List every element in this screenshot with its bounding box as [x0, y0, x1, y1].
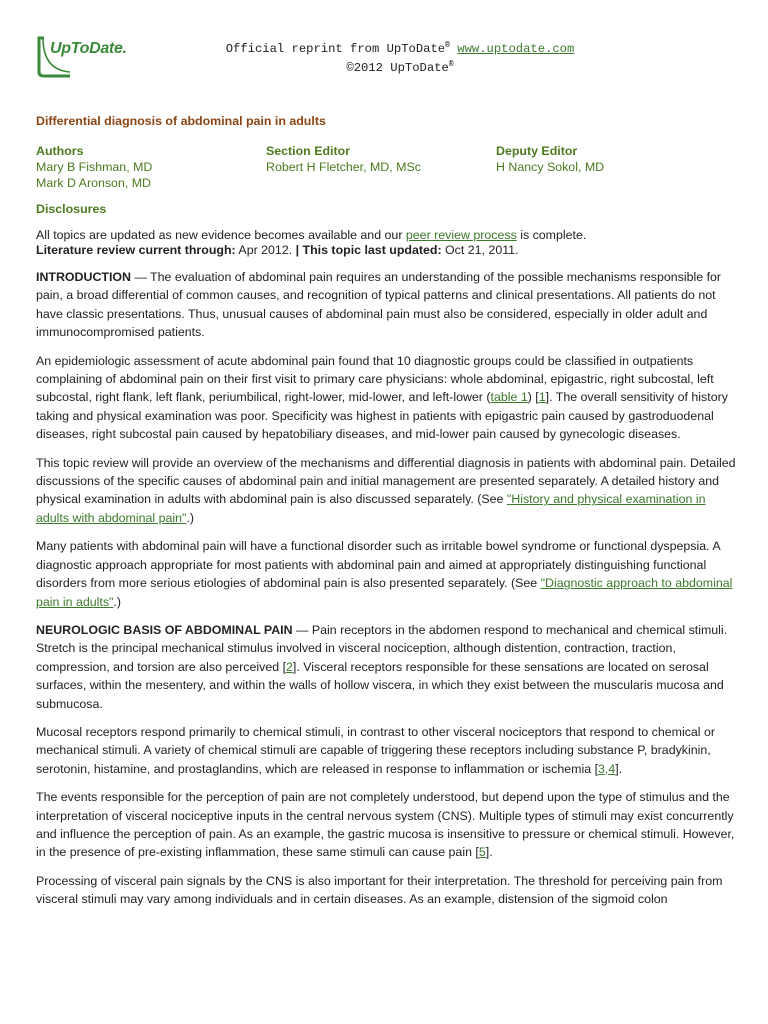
section-editor-column	[266, 143, 496, 191]
uptodate-logo[interactable]	[36, 36, 136, 76]
reprint-notice	[200, 40, 600, 78]
registered-mark: ®	[448, 59, 454, 69]
reprint-text: Official reprint from UpToDate	[225, 42, 446, 56]
paragraph-overview	[36, 454, 736, 528]
editors-block	[36, 143, 736, 191]
deputy-editor-heading: Deputy Editor	[496, 144, 578, 158]
paragraph-text: Processing of visceral pain signals by the CNS is also important for their interpretation. The threshold for perceiving pain from visceral stimuli may vary among individuals and in certain diseases. As an example, distension of the sigmoid colon	[36, 873, 723, 907]
paragraph-text: ].	[615, 761, 623, 776]
paragraph-introduction	[36, 268, 736, 342]
paragraph-text: An epidemiologic assessment of acute abdominal pain found that 10 diagnostic groups could be classified in outpatients complaining of abdominal pain on their first visit to primary care physicians: whole abdominal, epigastric, right subcostal, left subcostal, right flank, left flank, periumbilical, right-lower, mid-lower, and left-lower (	[36, 353, 714, 405]
paragraph-epidemiology	[36, 352, 736, 444]
paragraph-perception	[36, 788, 736, 862]
update-info	[36, 228, 736, 258]
reference-link[interactable]: 2	[286, 659, 293, 674]
paragraph-text: The events responsible for the perception of pain are not completely understood, but depend upon the type of stimulus and the interpretation of visceral nociceptive inputs in the central nervous system (CNS). Multiple types of stimuli may exist concurrently and influence the perception of pain. As an example, the gastric mucosa is insensitive to pressure or chemical stimuli. However, in the presence of pre-existing inflammation, these same stimuli can cause pain [	[36, 790, 735, 860]
reprint-line	[200, 40, 600, 59]
section-heading: INTRODUCTION	[36, 270, 131, 284]
article-title: Differential diagnosis of abdominal pain in adults	[36, 114, 326, 128]
paragraph-text: .)	[186, 510, 195, 525]
section-editor-heading: Section Editor	[266, 144, 350, 158]
paragraph-text: ]. The overall sensitivity of history taking and physical examination was poor. Specificity was highest in patients with epigastric pain caused by gastroduodenal diseases, right subcostal pain caused by hepatobiliary diseases, and mid-lower pain caused by gynecologic diseases.	[36, 390, 728, 442]
update-text: is complete.	[516, 228, 587, 242]
paragraph-text: ) [	[527, 390, 539, 405]
deputy-editor-name[interactable]: H Nancy Sokol, MD	[496, 160, 605, 174]
authors-column	[36, 143, 266, 191]
authors-heading: Authors	[36, 144, 84, 158]
paragraph-text: — Pain receptors in the abdomen respond to mechanical and chemical stimuli. Stretch is the principal mechanical stimulus involved in visceral nociception, although distention, contraction, traction, compression, and torsion are also perceived [	[36, 622, 728, 674]
section-heading: NEUROLOGIC BASIS OF ABDOMINAL PAIN	[36, 622, 293, 637]
lit-review-label: Literature review current through:	[36, 243, 236, 257]
paragraph-text: Mucosal receptors respond primarily to chemical stimuli, in contrast to other visceral nociceptors that respond to chemical or mechanical stimuli. A variety of chemical stimuli are capable of triggering these receptors including substance P, bradykinin, serotonin, histamine, and prostaglandins, which are released in response to inflammation or ischemia [	[36, 724, 716, 776]
copyright-line	[200, 59, 600, 78]
uptodate-link[interactable]: www.uptodate.com	[457, 42, 575, 56]
deputy-editor-column	[496, 143, 726, 191]
paragraph-text: — The evaluation of abdominal pain requires an understanding of the possible mechanisms responsible for pain, a broad differential of common causes, and recognition of typical patterns and clinical presentations. All patients do not have classic presentations. Thus, unusual causes of abdominal pain must also be considered, especially in older adult and immunocompromised patients.	[36, 270, 722, 340]
reference-link[interactable]: 5	[478, 845, 486, 860]
paragraph-text: ].	[485, 845, 493, 860]
author-name[interactable]: Mary B Fishman, MD	[36, 160, 153, 174]
lit-review-date: Apr 2012.	[235, 243, 293, 257]
section-editor-name[interactable]: Robert H Fletcher, MD, MSc	[266, 160, 421, 174]
paragraph-mucosal	[36, 723, 736, 778]
copyright-text: ©2012 UpToDate	[346, 61, 449, 75]
disclosures-link[interactable]: Disclosures	[36, 202, 107, 216]
reference-link[interactable]: 3,4	[598, 761, 616, 776]
table-1-link[interactable]: table 1	[490, 390, 528, 405]
paragraph-text: .)	[113, 594, 121, 609]
last-updated-label: | This topic last updated:	[292, 243, 442, 257]
peer-review-link[interactable]: peer review process	[405, 228, 517, 242]
paragraph-text: Many patients with abdominal pain will have a functional disorder such as irritable bowel syndrome or functional dyspepsia. A diagnostic approach appropriate for most patients with abdominal pain and aimed at appropriately distinguishing functional disorders from more serious etiologies of abdominal pain is also presented separately. (See	[36, 539, 720, 591]
update-line	[36, 228, 736, 243]
paragraph-text: This topic review will provide an overview of the mechanisms and differential diagnosis in patients with abdominal pain. Detailed discussions of the specific causes of abdominal pain and initial management are presented separately. A detailed history and physical examination in adults with abdominal pain is also discussed separately. (See	[36, 455, 736, 507]
registered-mark: ®	[445, 40, 450, 50]
article-content	[36, 114, 736, 919]
last-updated-date: Oct 21, 2011.	[441, 243, 519, 257]
paragraph-neurologic-basis	[36, 621, 736, 713]
logo-text: UpToDate.	[50, 40, 127, 57]
diagnostic-approach-topic-link[interactable]: "Diagnostic approach to abdominal pain in adults"	[36, 576, 733, 609]
paragraph-processing	[36, 872, 736, 909]
author-name[interactable]: Mark D Aronson, MD	[36, 176, 151, 190]
history-exam-topic-link[interactable]: "History and physical examination in adults with abdominal pain"	[36, 492, 706, 525]
header	[0, 0, 768, 90]
reference-link[interactable]: 1	[538, 390, 546, 405]
paragraph-text: ]. Visceral receptors responsible for these sensations are located on serosal surfaces, within the mesentery, and within the walls of hollow viscera, in which they exist between the muscularis mucosa and submucosa.	[36, 659, 724, 711]
update-text: All topics are updated as new evidence becomes available and our	[36, 228, 406, 242]
paragraph-functional	[36, 537, 736, 611]
review-dates-line	[36, 243, 736, 258]
